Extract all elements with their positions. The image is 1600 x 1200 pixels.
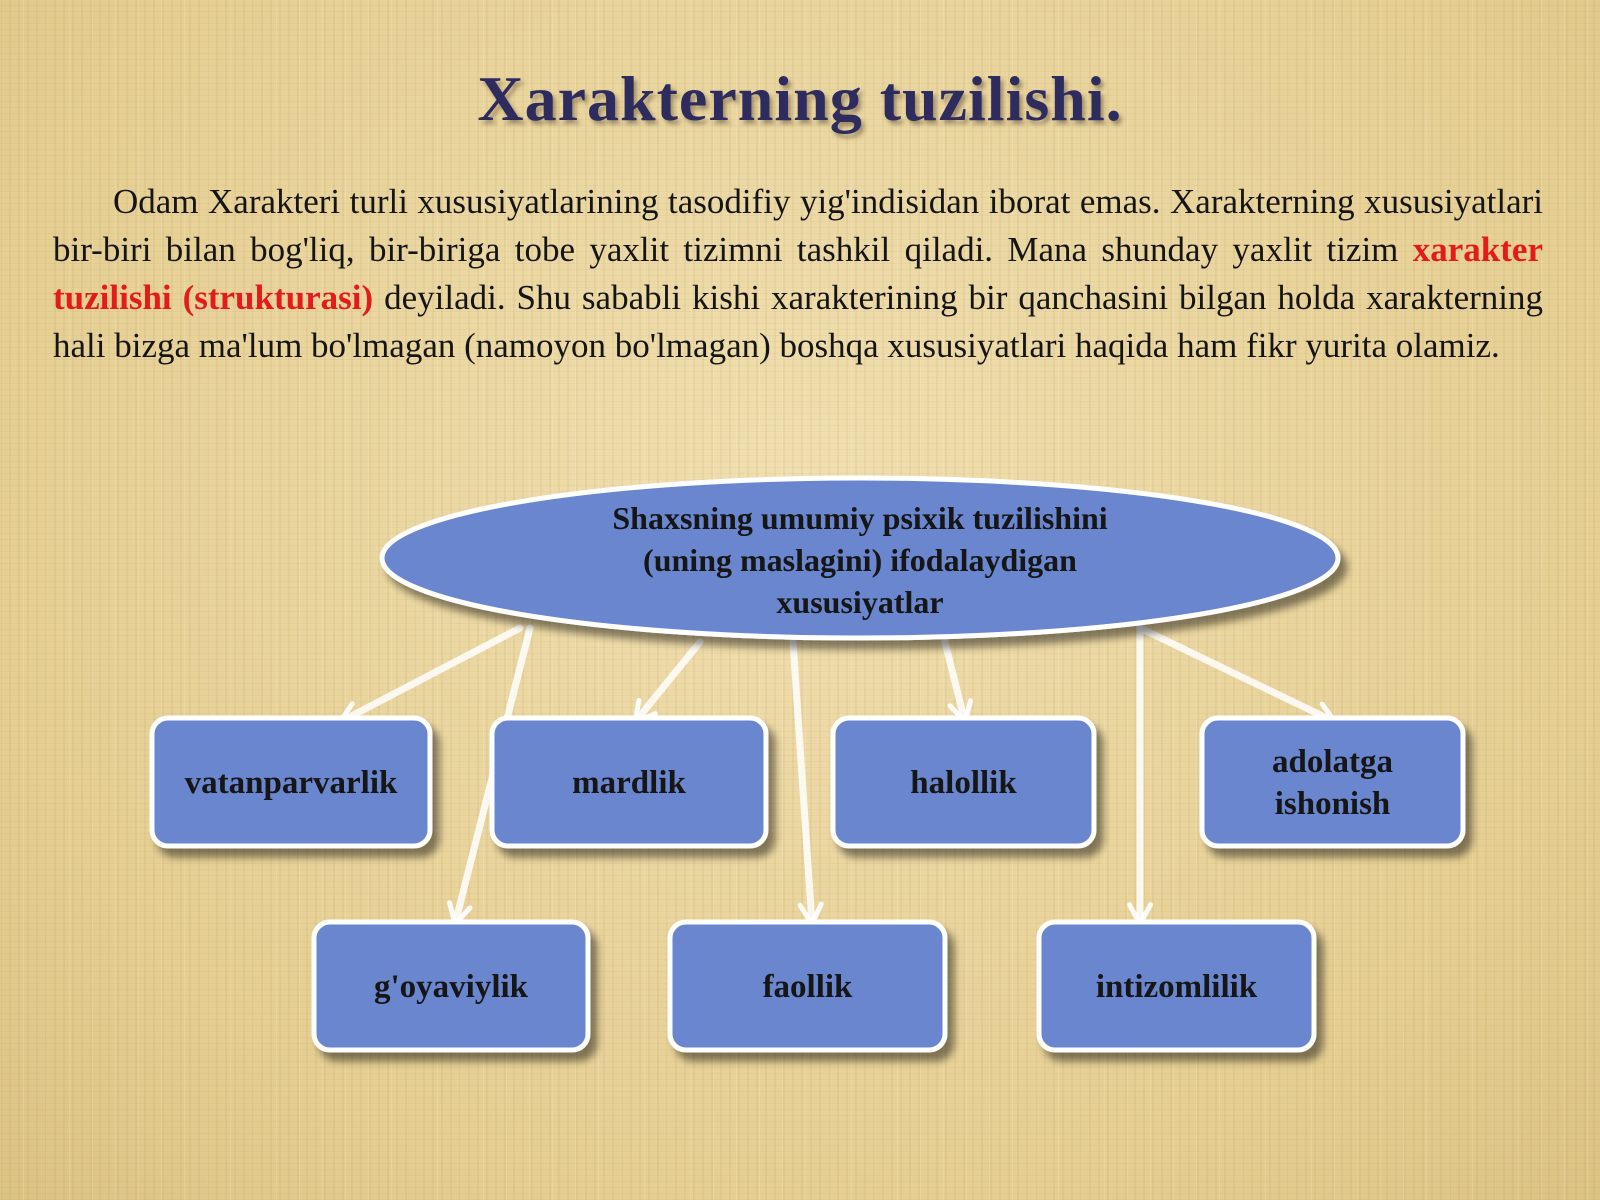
root-label-line-2: (uning maslagini) ifodalaydigan — [643, 542, 1077, 578]
trait-node-faollik — [670, 922, 945, 1050]
trait-node-label: ishonish — [1274, 786, 1391, 822]
root-label-line-3: xususiyatlar — [776, 584, 944, 620]
trait-node-intizomlilik — [1039, 922, 1314, 1050]
connector-arrow — [1129, 628, 1150, 924]
trait-node-goyaviylik — [314, 922, 588, 1050]
trait-node-box — [1202, 718, 1463, 846]
connector-arrow — [340, 628, 520, 722]
trait-node-label: faollik — [762, 969, 853, 1005]
connector-line — [340, 628, 520, 722]
connector-arrow — [635, 642, 700, 722]
highlight-term: xarakter tuzilishi (strukturasi) — [53, 230, 1543, 317]
trait-node-halollik — [833, 718, 1094, 846]
connector-line — [793, 642, 812, 924]
connector-arrow — [793, 642, 821, 924]
trait-node-label: adolatga — [1271, 744, 1394, 780]
connector-arrow — [1140, 628, 1335, 723]
intro-text-end: deyiladi. Shu sababli kishi xarakterining bir qanchasini bilgan holda xarakterning hali bizga ma'lum bo'lmagan (namoyon bo'lmagan) boshqa xususiyatlari haqida ham fikr yurita olamiz. — [53, 278, 1543, 365]
connector-arrow — [945, 642, 971, 722]
intro-text-start: Odam Xarakteri turli xususiyatlarining tasodifiy yig'indisidan iborat emas. Xarakterning xususiyatlari bir-biri bilan bog'liq, bir-biriga tobe yaxlit tizimni tashkil qiladi. Mana shunday yaxlit tizim — [53, 182, 1543, 269]
connector-line — [1140, 628, 1335, 722]
trait-node-label: intizomlilik — [1095, 969, 1258, 1005]
root-label-line-1: Shaxsning umumiy psixik tuzilishini — [612, 500, 1108, 536]
trait-node-label: vatanparvarlik — [184, 765, 398, 801]
trait-node-adolatga-ishonish — [1202, 718, 1463, 846]
trait-node-mardlik — [492, 718, 766, 846]
trait-node-vatanparvarlik — [152, 718, 430, 846]
trait-node-label: g'oyaviylik — [373, 969, 529, 1005]
trait-node-label: mardlik — [572, 765, 686, 801]
slide-title: Xarakterning tuzilishi. — [477, 63, 1123, 134]
connector-line — [635, 642, 700, 722]
trait-node-label: halollik — [910, 765, 1017, 801]
root-node — [382, 478, 1338, 638]
